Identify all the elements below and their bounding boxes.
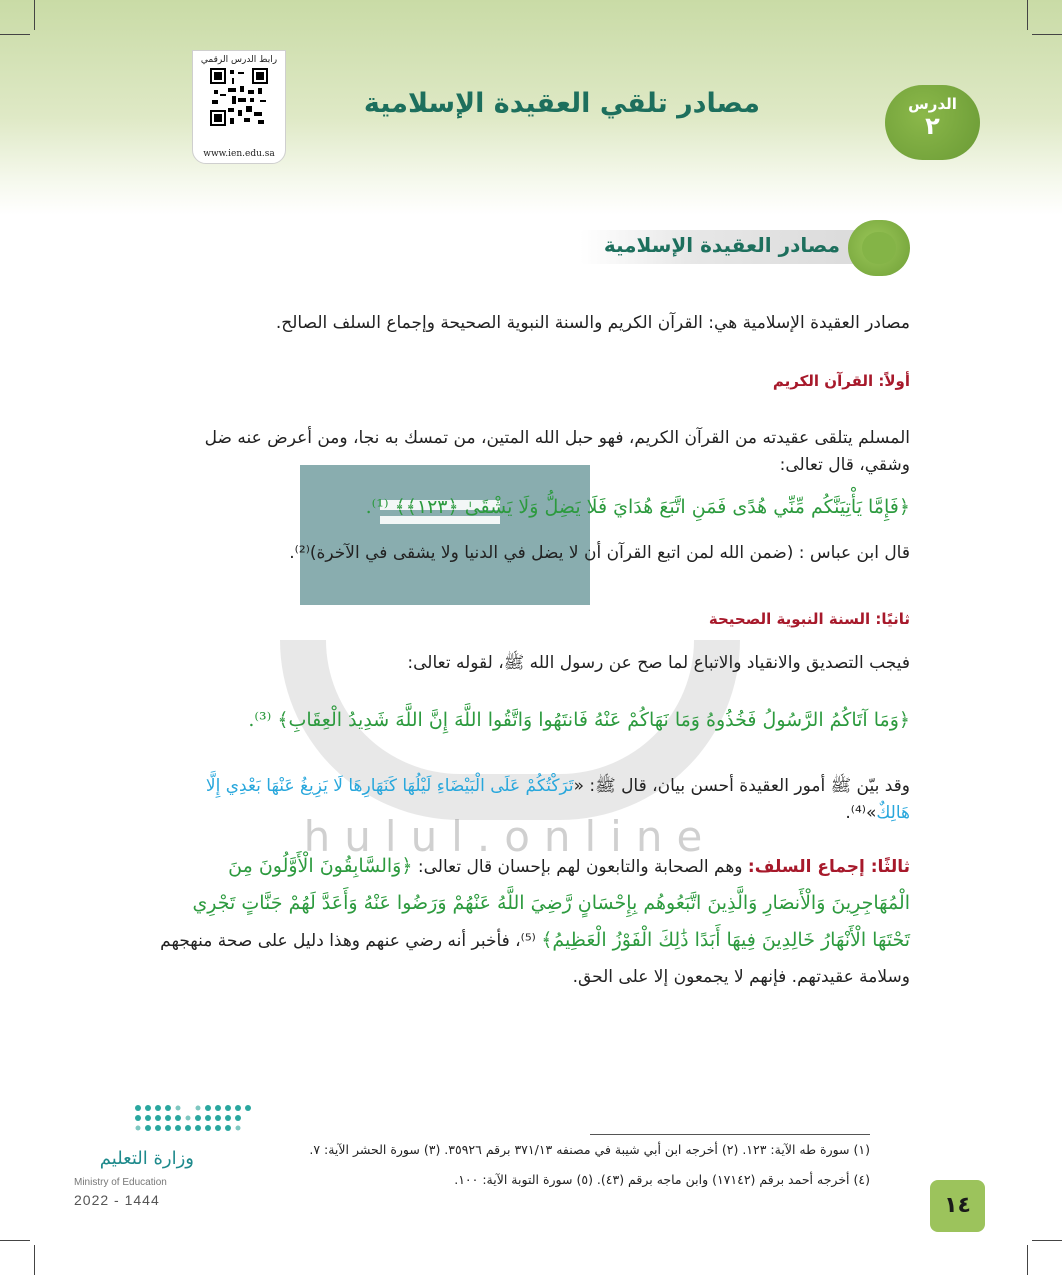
crop-mark bbox=[34, 0, 35, 30]
lesson-number: ٢ bbox=[925, 112, 940, 140]
qr-url: www.ien.edu.sa bbox=[203, 149, 275, 159]
lesson-badge bbox=[885, 85, 980, 160]
crop-mark bbox=[0, 1240, 30, 1241]
quran-paragraph: المسلم يتلقى عقيدته من القرآن الكريم، فهو حبل الله المتين، من تمسك به نجا، ومن أعرض عنه ضل وشقي، قال تعالى: bbox=[204, 428, 910, 475]
ministry-logo-icon bbox=[130, 1100, 255, 1148]
crop-mark bbox=[34, 1245, 35, 1275]
heading-sunnah: ثانيًا: السنة النبوية الصحيحة bbox=[708, 610, 910, 628]
crop-mark bbox=[0, 34, 30, 35]
page-number: ١٤ bbox=[930, 1180, 985, 1232]
hadith-intro: وقد بيّن ﷺ أمور العقيدة أحسن بيان، قال ﷺ: « bbox=[573, 776, 910, 796]
crop-mark bbox=[1027, 1245, 1028, 1275]
intro-paragraph: مصادر العقيدة الإسلامية هي: القرآن الكريم والسنة النبوية الصحيحة وإجماع السلف الصالح. bbox=[275, 313, 910, 333]
heading-quran: أولاً: القرآن الكريم bbox=[772, 372, 910, 390]
section-title: مصادر العقيدة الإسلامية bbox=[603, 233, 840, 257]
qr-code-card[interactable] bbox=[192, 50, 286, 164]
qr-caption: رابط الدرس الرقمي bbox=[200, 55, 278, 65]
ministry-name-english: Ministry of Education bbox=[74, 1177, 167, 1188]
footnote-divider bbox=[590, 1134, 870, 1135]
hadith-text: تَرَكْتُكُمْ عَلَى الْبَيْضَاءِ لَيْلُهَا كَنَهَارِهَا لَا يَزِيغُ عَنْهَا بَعْدِي إِلَّا هَالِكٌ bbox=[205, 776, 910, 823]
crop-mark bbox=[1027, 0, 1028, 30]
footnote-line-2: (٤) أخرجه أحمد برقم (١٧١٤٢) وابن ماجه برقم (٤٣). (٥) سورة التوبة الآية: ١٠٠. bbox=[454, 1172, 870, 1187]
ijma-verse: ﴿وَالسَّابِقُونَ الْأَوَّلُونَ مِنَ الْمُهَاجِرِينَ وَالْأَنصَارِ وَالَّذِينَ اتَّبَعُوهُم بِإِحْسَانٍ رَّضِيَ اللَّهُ عَنْهُمْ وَرَضُوا عَنْهُ وَأَعَدَّ لَهُمْ جَنَّاتٍ تَجْرِي تَحْتَهَا الْأَنْهَارُ خَالِدِينَ فِيهَا أَبَدًا ذَٰلِكَ الْفَوْزُ الْعَظِيمُ﴾ bbox=[192, 855, 910, 951]
sunnah-paragraph: فيجب التصديق والانقياد والاتباع لما صح عن رسول الله ﷺ، لقوله تعالى: bbox=[407, 653, 910, 673]
footnote-line-1: (١) سورة طه الآية: ١٢٣. (٢) أخرجه ابن أبي شيبة في مصنفه ٣٧١/١٣ برقم ٣٥٩٢٦. (٣) سورة الحشر الآية: ٧. bbox=[309, 1142, 870, 1157]
crop-mark bbox=[1032, 1240, 1062, 1241]
ministry-name-arabic: وزارة التعليم bbox=[99, 1148, 194, 1169]
ijma-text-after: ⁽⁵⁾، فأخبر أنه رضي عنهم وهذا دليل على صحة منهجهم وسلامة عقيدتهم. فإنهم لا يجمعون إلا على الحق. bbox=[160, 931, 910, 987]
hadith-end: »⁽⁴⁾. bbox=[845, 803, 877, 823]
sunnah-verse: ﴿وَمَا آتَاكُمُ الرَّسُولُ فَخُذُوهُ وَمَا نَهَاكُمْ عَنْهُ فَانتَهُوا وَاتَّقُوا اللَّهَ إِنَّ اللَّهَ شَدِيدُ الْعِقَابِ﴾ ⁽³⁾. bbox=[248, 709, 910, 731]
octagon-icon bbox=[848, 220, 910, 276]
heading-ijma: ثالثًا: إجماع السلف: bbox=[747, 857, 910, 877]
lesson-label: الدرس bbox=[908, 95, 957, 113]
page-title: مصادر تلقي العقيدة الإسلامية bbox=[363, 88, 760, 119]
qr-code-icon bbox=[210, 68, 268, 126]
ibn-abbas-quote: قال ابن عباس : (ضمن الله لمن اتبع القرآن أن لا يضل في الدنيا ولا يشقى في الآخرة)⁽²⁾. bbox=[289, 543, 910, 563]
ijma-paragraph bbox=[150, 848, 910, 995]
quran-verse: ﴿فَإِمَّا يَأْتِيَنَّكُم مِّنِّي هُدًى فَمَنِ اتَّبَعَ هُدَايَ فَلَا يَضِلُّ وَلَا يَشْقَىٰ ﴿١٢٣﴾﴾ ⁽¹⁾. bbox=[365, 496, 910, 518]
edition-year: 2022 - 1444 bbox=[74, 1192, 160, 1208]
watermark-logo bbox=[300, 465, 590, 605]
watermark-text: hulul.online bbox=[303, 812, 717, 861]
crop-mark bbox=[1032, 34, 1062, 35]
ijma-text-before: وهم الصحابة والتابعون لهم بإحسان قال تعالى: bbox=[412, 857, 748, 877]
